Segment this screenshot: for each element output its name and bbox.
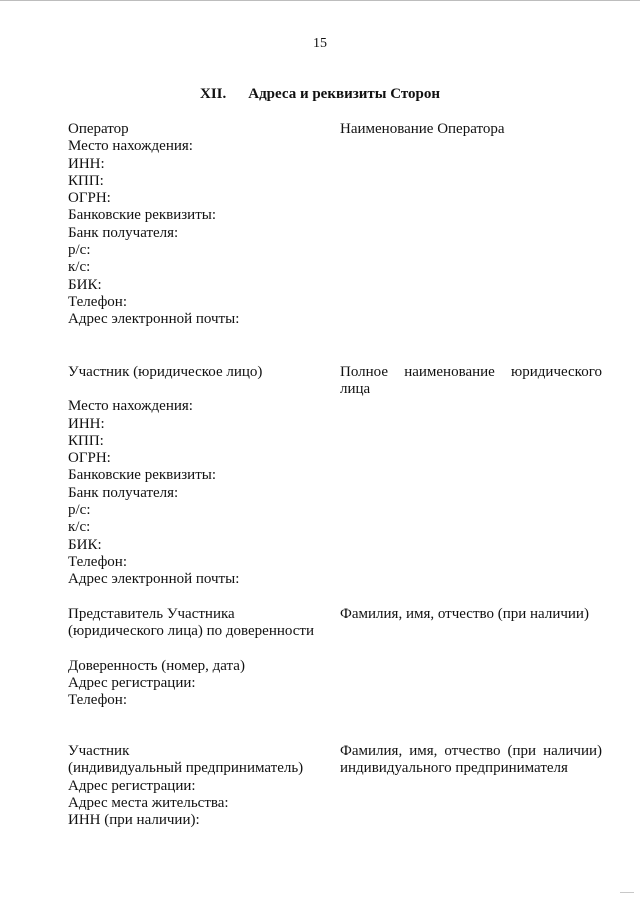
participant-ie-field: ИНН (при наличии): [68, 812, 200, 829]
participant-legal-field: ОГРН: [68, 450, 111, 467]
representative-label-line2: (юридического лица) по доверенности [68, 623, 315, 640]
operator-details [68, 121, 333, 329]
participant-legal-field: р/с: [68, 502, 91, 519]
participant-ie-field: Адрес места жительства: [68, 794, 229, 811]
participant-legal-field: Банковские реквизиты: [68, 467, 217, 484]
operator-field: КПП: [68, 172, 104, 189]
participant-legal-field: БИК: [68, 536, 102, 553]
participant-legal-field: Место нахождения: [68, 398, 193, 415]
participant-ie-name [340, 743, 602, 778]
representative-name-text: Фамилия, имя, отчество (при наличии) [340, 606, 589, 622]
scan-corner-mark [620, 892, 634, 899]
operator-field: р/с: [68, 242, 91, 259]
participant-ie-label-line2: (индивидуальный предприниматель) [68, 760, 304, 777]
participant-ie-field: Адрес регистрации: [68, 777, 196, 794]
operator-field: Банковские реквизиты: [68, 207, 217, 224]
representative-details [68, 606, 333, 709]
section-number: XII. [199, 86, 227, 102]
participant-legal-name-line2: лица [340, 381, 371, 398]
operator-field: Адрес электронной почты: [68, 311, 240, 328]
participant-legal-field: Банк получателя: [68, 484, 179, 501]
representative-label-line1: Представитель Участника [68, 606, 235, 622]
page-number: 15 [313, 36, 327, 51]
operator-field: ОГРН: [68, 190, 111, 207]
participant-legal-name [340, 364, 602, 399]
representative-name [340, 606, 602, 623]
participant-legal-label: Участник (юридическое лицо) [68, 364, 263, 380]
participant-legal-name-line1: Полное наименование юридического [340, 364, 602, 380]
participant-ie-name-line1: Фамилия, имя, отчество (при наличии) [340, 743, 602, 759]
operator-label: Оператор [68, 121, 129, 137]
participant-ie-label-line1: Участник [68, 743, 130, 759]
operator-field: БИК: [68, 276, 102, 293]
participant-ie-details [68, 743, 333, 829]
operator-field: Банк получателя: [68, 224, 179, 241]
participant-legal-field: Телефон: [68, 553, 127, 570]
operator-field: к/с: [68, 259, 91, 276]
spacer [68, 641, 333, 658]
spacer [68, 381, 333, 398]
operator-field: Телефон: [68, 293, 127, 310]
participant-legal-field: Адрес электронной почты: [68, 571, 240, 588]
section-title: Адреса и реквизиты Сторон [248, 86, 441, 102]
operator-name-text: Наименование Оператора [340, 121, 505, 137]
representative-field: Адрес регистрации: [68, 674, 196, 691]
participant-ie-name-line2: индивидуального предпринимателя [340, 760, 568, 777]
participant-legal-details [68, 364, 333, 589]
operator-name [340, 121, 602, 138]
participant-legal-field: ИНН: [68, 415, 105, 432]
participant-legal-field: к/с: [68, 519, 91, 536]
participant-legal-field: КПП: [68, 432, 104, 449]
representative-field: Телефон: [68, 692, 127, 709]
operator-field: ИНН: [68, 155, 105, 172]
section-heading [0, 86, 640, 103]
representative-field: Доверенность (номер, дата) [68, 657, 245, 674]
operator-field: Место нахождения: [68, 138, 193, 155]
top-border-line [0, 0, 640, 1]
